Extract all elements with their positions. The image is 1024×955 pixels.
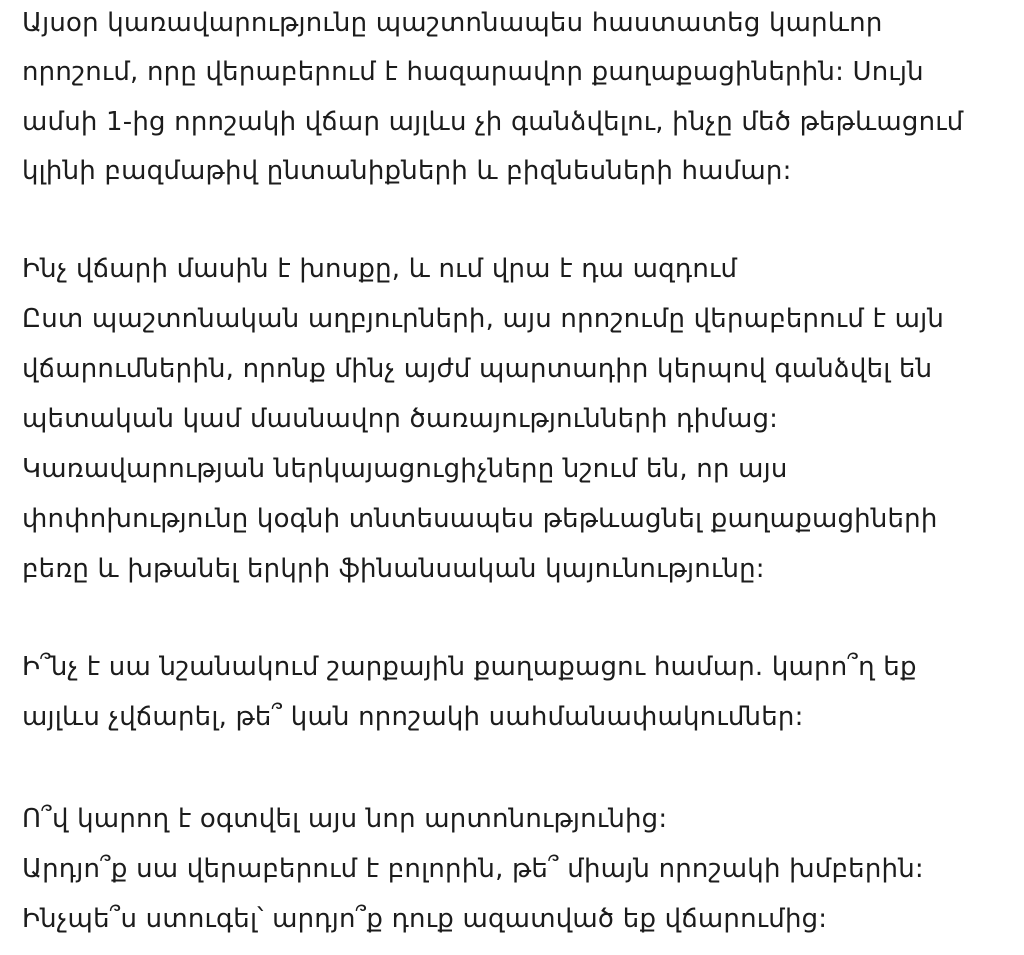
text-line: Այսօր կառավարությունը պաշտոնապես հաստատեց կարևոր <box>22 8 883 38</box>
text-line: բեռը և խթանել երկրի ֆինանսական կայունությունը: <box>22 554 765 584</box>
text-line: Կառավարության ներկայացուցիչները նշում են, որ այս <box>22 454 788 484</box>
text-line: փոփոխությունը կօգնի տնտեսապես թեթևացնել քաղաքացիների <box>22 504 938 534</box>
text-line: որոշում, որը վերաբերում է հազարավոր քաղաքացիներին: Սույն <box>22 57 924 87</box>
text-line: վճարումներին, որոնք մինչ այժմ պարտադիր կերպով գանձվել են <box>22 354 933 384</box>
text-line: այլևս չվճարել, թե՞ կան որոշակի սահմանափակումներ: <box>22 702 804 732</box>
text-line: ամսի 1-ից որոշակի վճար այլևս չի գանձվելու, ինչը մեծ թեթևացում <box>22 107 964 137</box>
text-line: Ի՞նչ է սա նշանակում շարքային քաղաքացու համար. կարո՞ղ եք <box>22 652 917 682</box>
text-line: պետական կամ մասնավոր ծառայությունների դիմաց: <box>22 404 779 434</box>
question-line: Ինչպե՞ս ստուգել՝ արդյո՞ք դուք ազատված եք վճարումից: <box>22 904 828 934</box>
section-heading: Ինչ վճարի մասին է խոսքը, և ում վրա է դա ազդում <box>22 254 738 284</box>
text-line: Ըստ պաշտոնական աղբյուրների, այս որոշումը վերաբերում է այն <box>22 304 945 334</box>
question-line: Ո՞վ կարող է օգտվել այս նոր արտոնությունից: <box>22 804 668 834</box>
text-line: կլինի բազմաթիվ ընտանիքների և բիզնեսների համար: <box>22 156 792 186</box>
question-line: Արդյո՞ք սա վերաբերում է բոլորին, թե՞ միայն որոշակի խմբերին: <box>22 854 924 884</box>
